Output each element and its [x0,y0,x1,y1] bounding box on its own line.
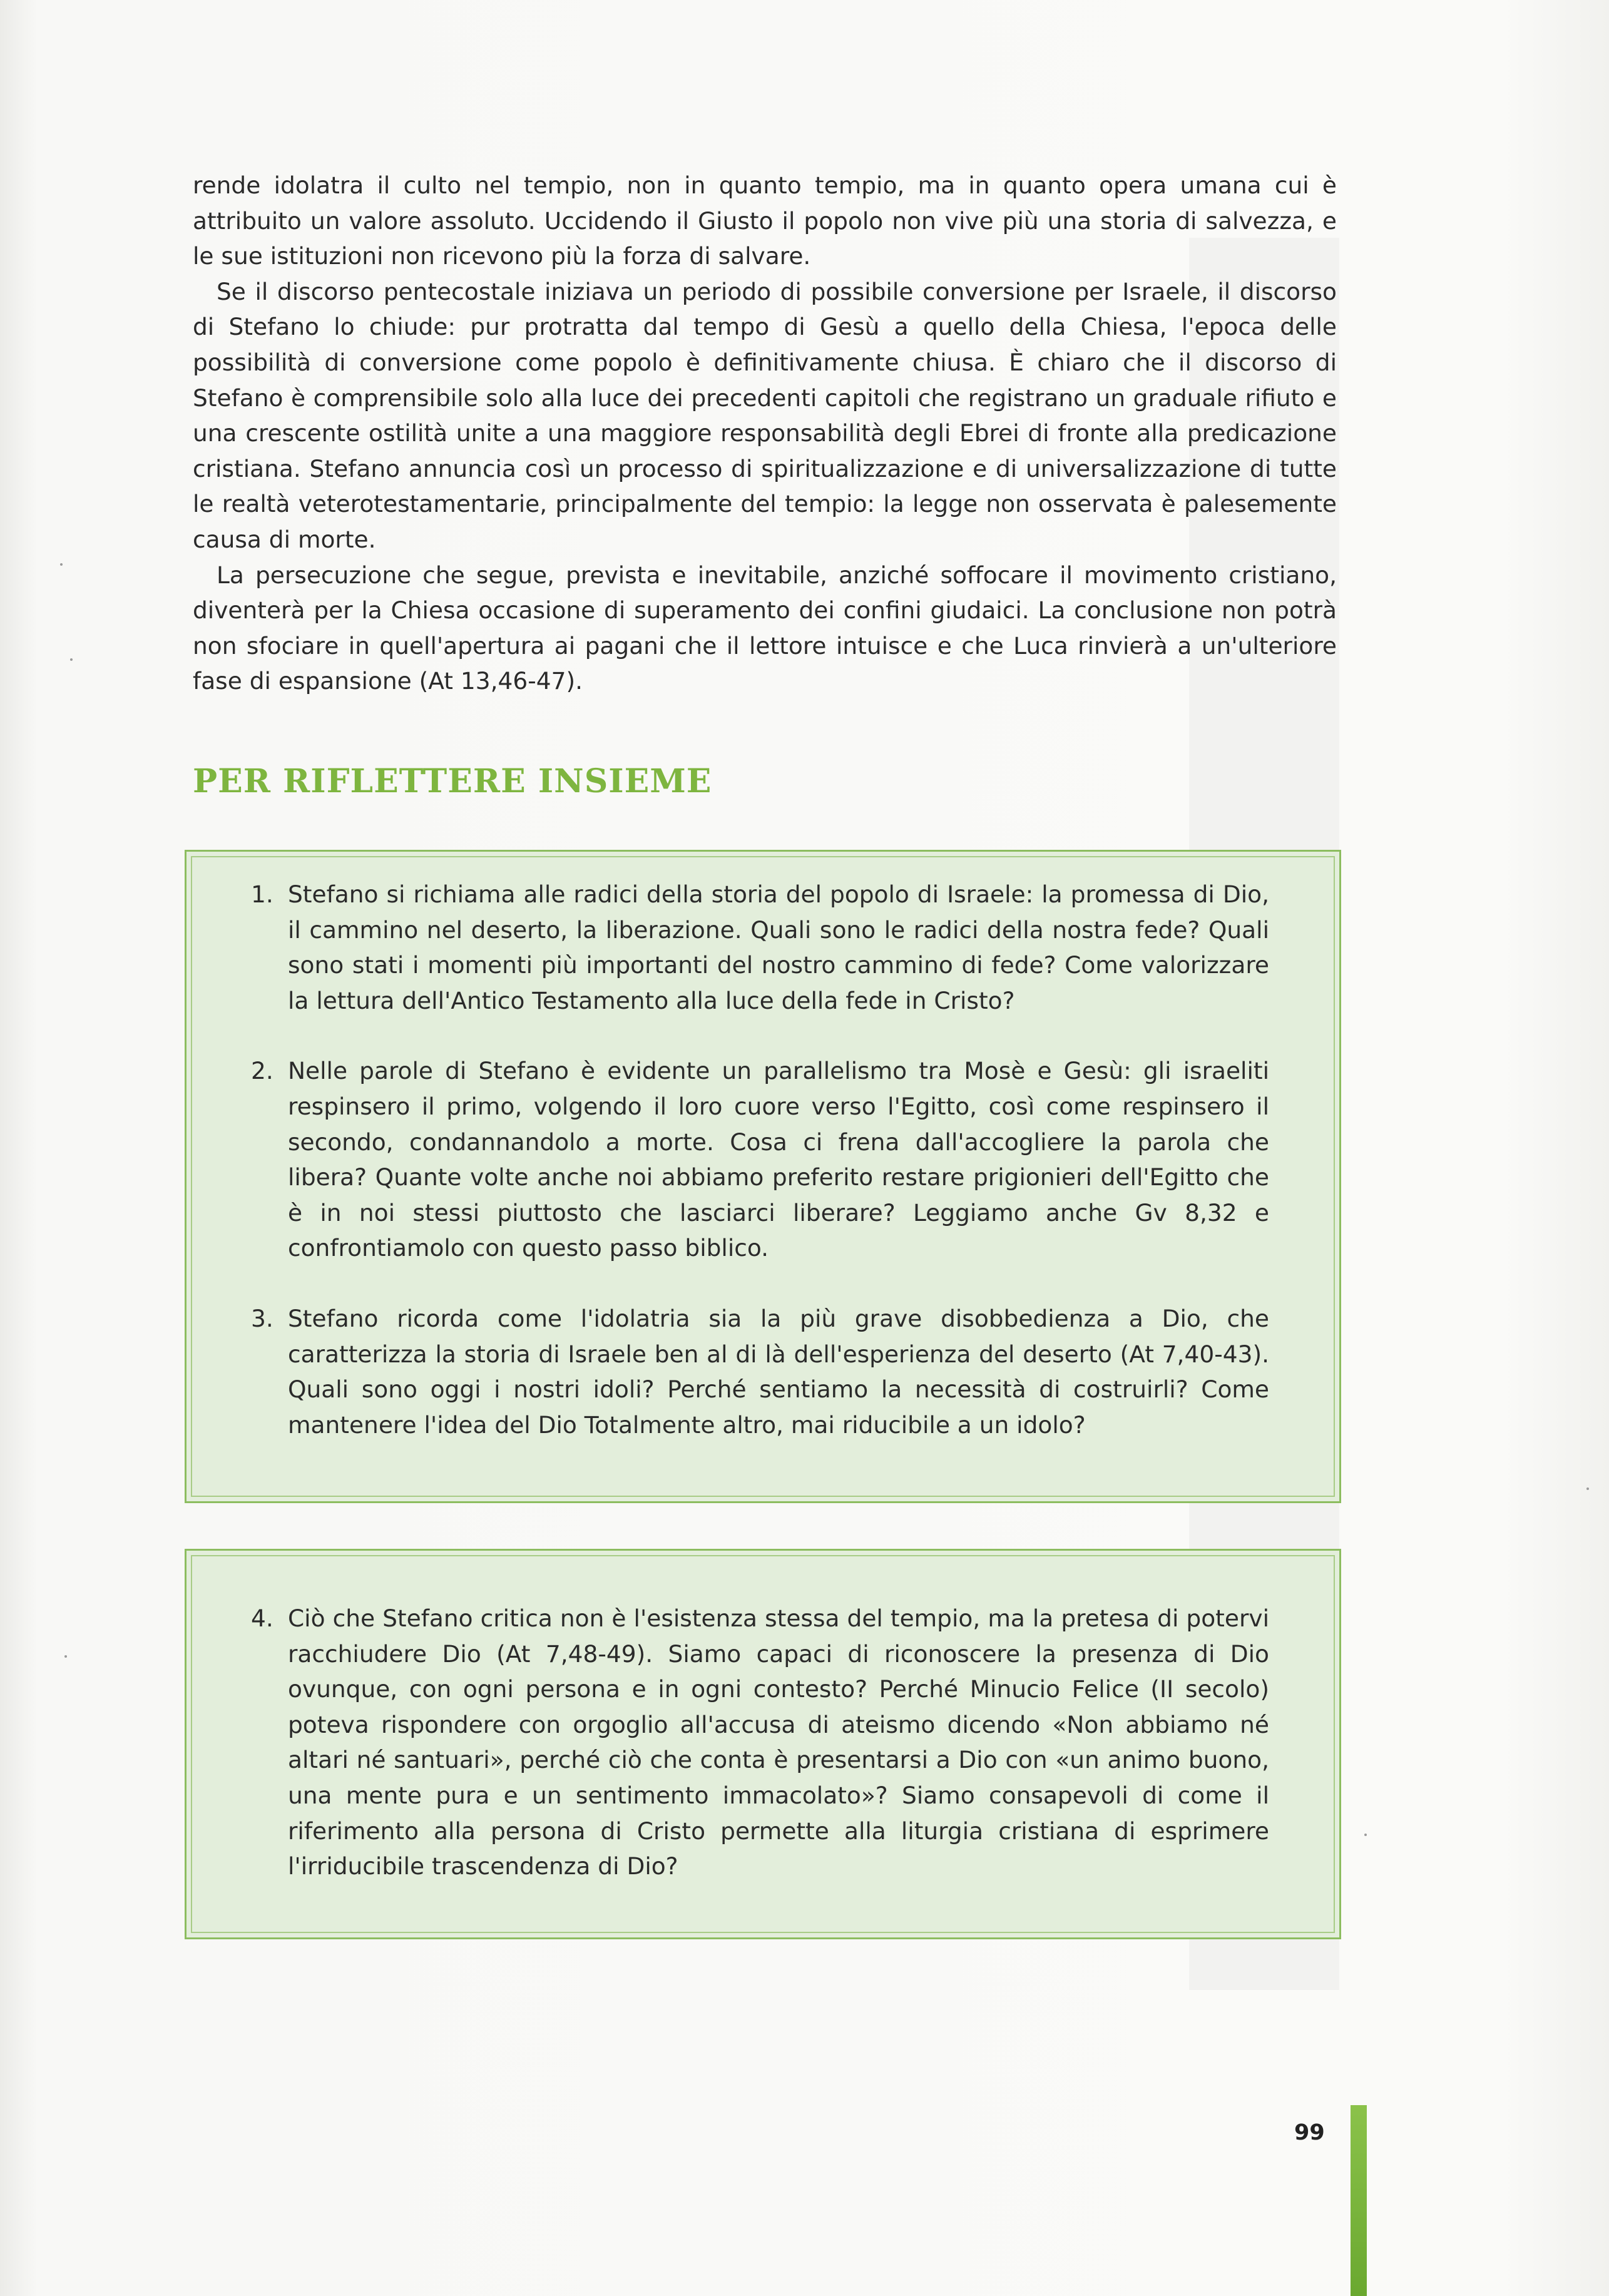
body-paragraph: Se il discorso pentecostale iniziava un periodo di possibile conversione per Israele, il discorso di Stefano lo chiude: pur protratta dal tempo di Gesù a quello della Chiesa, l'epoca delle possibilità di conversione come popolo è definitivamente chiusa. È chiaro che il discorso di Stefano è comprensibile solo alla luce dei precedenti capitoli che registrano un graduale rifiuto e una crescente ostilità unite a una maggiore responsabilità degli Ebrei di fronte alla predicazione cristiana. Stefano annuncia così un processo di spiritualizzazione e di universalizzazione di tutte le realtà veterotestamentarie, principalmente del tempio: la legge non osservata è palesemente causa di morte. [193,277,1337,553]
page-edge-tab [1351,2105,1367,2296]
page-number: 99 [1294,2120,1325,2145]
question-list [186,1601,1339,1884]
scan-speck [64,1655,67,1658]
body-paragraph: rende idolatra il culto nel tempio, non in quanto tempio, ma in quanto opera umana cui è attribuito un valore assoluto. Uccidendo il Giusto il popolo non vive più una storia di salvezza, e le sue istituzioni non ricevono più la forza di salvare. [193,171,1337,270]
section-title: PER RIFLETTERE INSIEME [193,762,712,800]
scan-speck [70,658,73,661]
scan-speck [60,563,63,566]
question-text: Ciò che Stefano critica non è l'esistenza stessa del tempio, ma la pretesa di potervi racchiudere Dio (At 7,48-49). Siamo capaci di riconoscere la presenza di Dio ovunque, con ogni persona e in ogni contesto? Perché Minucio Felice (II secolo) poteva rispondere con orgoglio all'accusa di ateismo dicendo «Non abbiamo né altari né santuari», perché ciò che conta è presentarsi a Dio con «un animo buono, una mente pura e un sentimento immacolato»? Siamo consapevoli di come il riferimento alla persona di Cristo permette alla liturgia cristiana di esprimere l'irriducibile trascendenza di Dio? [288,1605,1269,1880]
question-text: Stefano ricorda come l'idolatria sia la più grave disobbedienza a Dio, che caratterizza la storia di Israele ben al di là dell'esperienza del deserto (At 7,40-43). Quali sono oggi i nostri idoli? Perché sentiamo la necessità di costruirli? Come mantenere l'idea del Dio Totalmente altro, mai riducibile a un idolo? [288,1304,1269,1439]
body-text [193,168,1337,699]
scan-speck [1364,1834,1367,1836]
question-text: Stefano si richiama alle radici della storia del popolo di Israele: la promessa di Dio, il cammino nel deserto, la liberazione. Quali sono le radici della nostra fede? Quali sono stati i momenti più importanti del nostro cammino di fede? Come valorizzare la lettura dell'Antico Testamento alla luce della fede in Cristo? [288,880,1269,1014]
question-number: 2. [251,1057,273,1085]
questions-box-2 [185,1549,1341,1939]
question-item [186,1053,1339,1266]
question-item [186,1601,1339,1884]
questions-box-1 [185,850,1341,1503]
scan-speck [1586,1487,1589,1490]
question-number: 4. [251,1605,273,1632]
question-item [186,1301,1339,1442]
question-list [186,877,1339,1442]
question-item [186,877,1339,1018]
question-text: Nelle parole di Stefano è evidente un parallelismo tra Mosè e Gesù: gli israeliti respinsero il primo, volgendo il loro cuore verso l'Egitto, così come respinsero il secondo, condannandolo a morte. Cosa ci frena dall'accogliere la parola che libera? Quante volte anche noi abbiamo preferito restare prigionieri dell'Egitto che è in noi stessi piuttosto che lasciarci liberare? Leggiamo anche Gv 8,32 e confrontiamolo con questo passo biblico. [288,1057,1269,1262]
body-paragraph: La persecuzione che segue, prevista e inevitabile, anziché soffocare il movimento cristiano, diventerà per la Chiesa occasione di superamento dei confini giudaici. La conclusione non potrà non sfociare in quell'apertura ai pagani che il lettore intuisce e che Luca rinvierà a un'ulteriore fase di espansione (At 13,46-47). [193,561,1337,695]
question-number: 3. [251,1304,273,1332]
question-number: 1. [251,880,273,908]
